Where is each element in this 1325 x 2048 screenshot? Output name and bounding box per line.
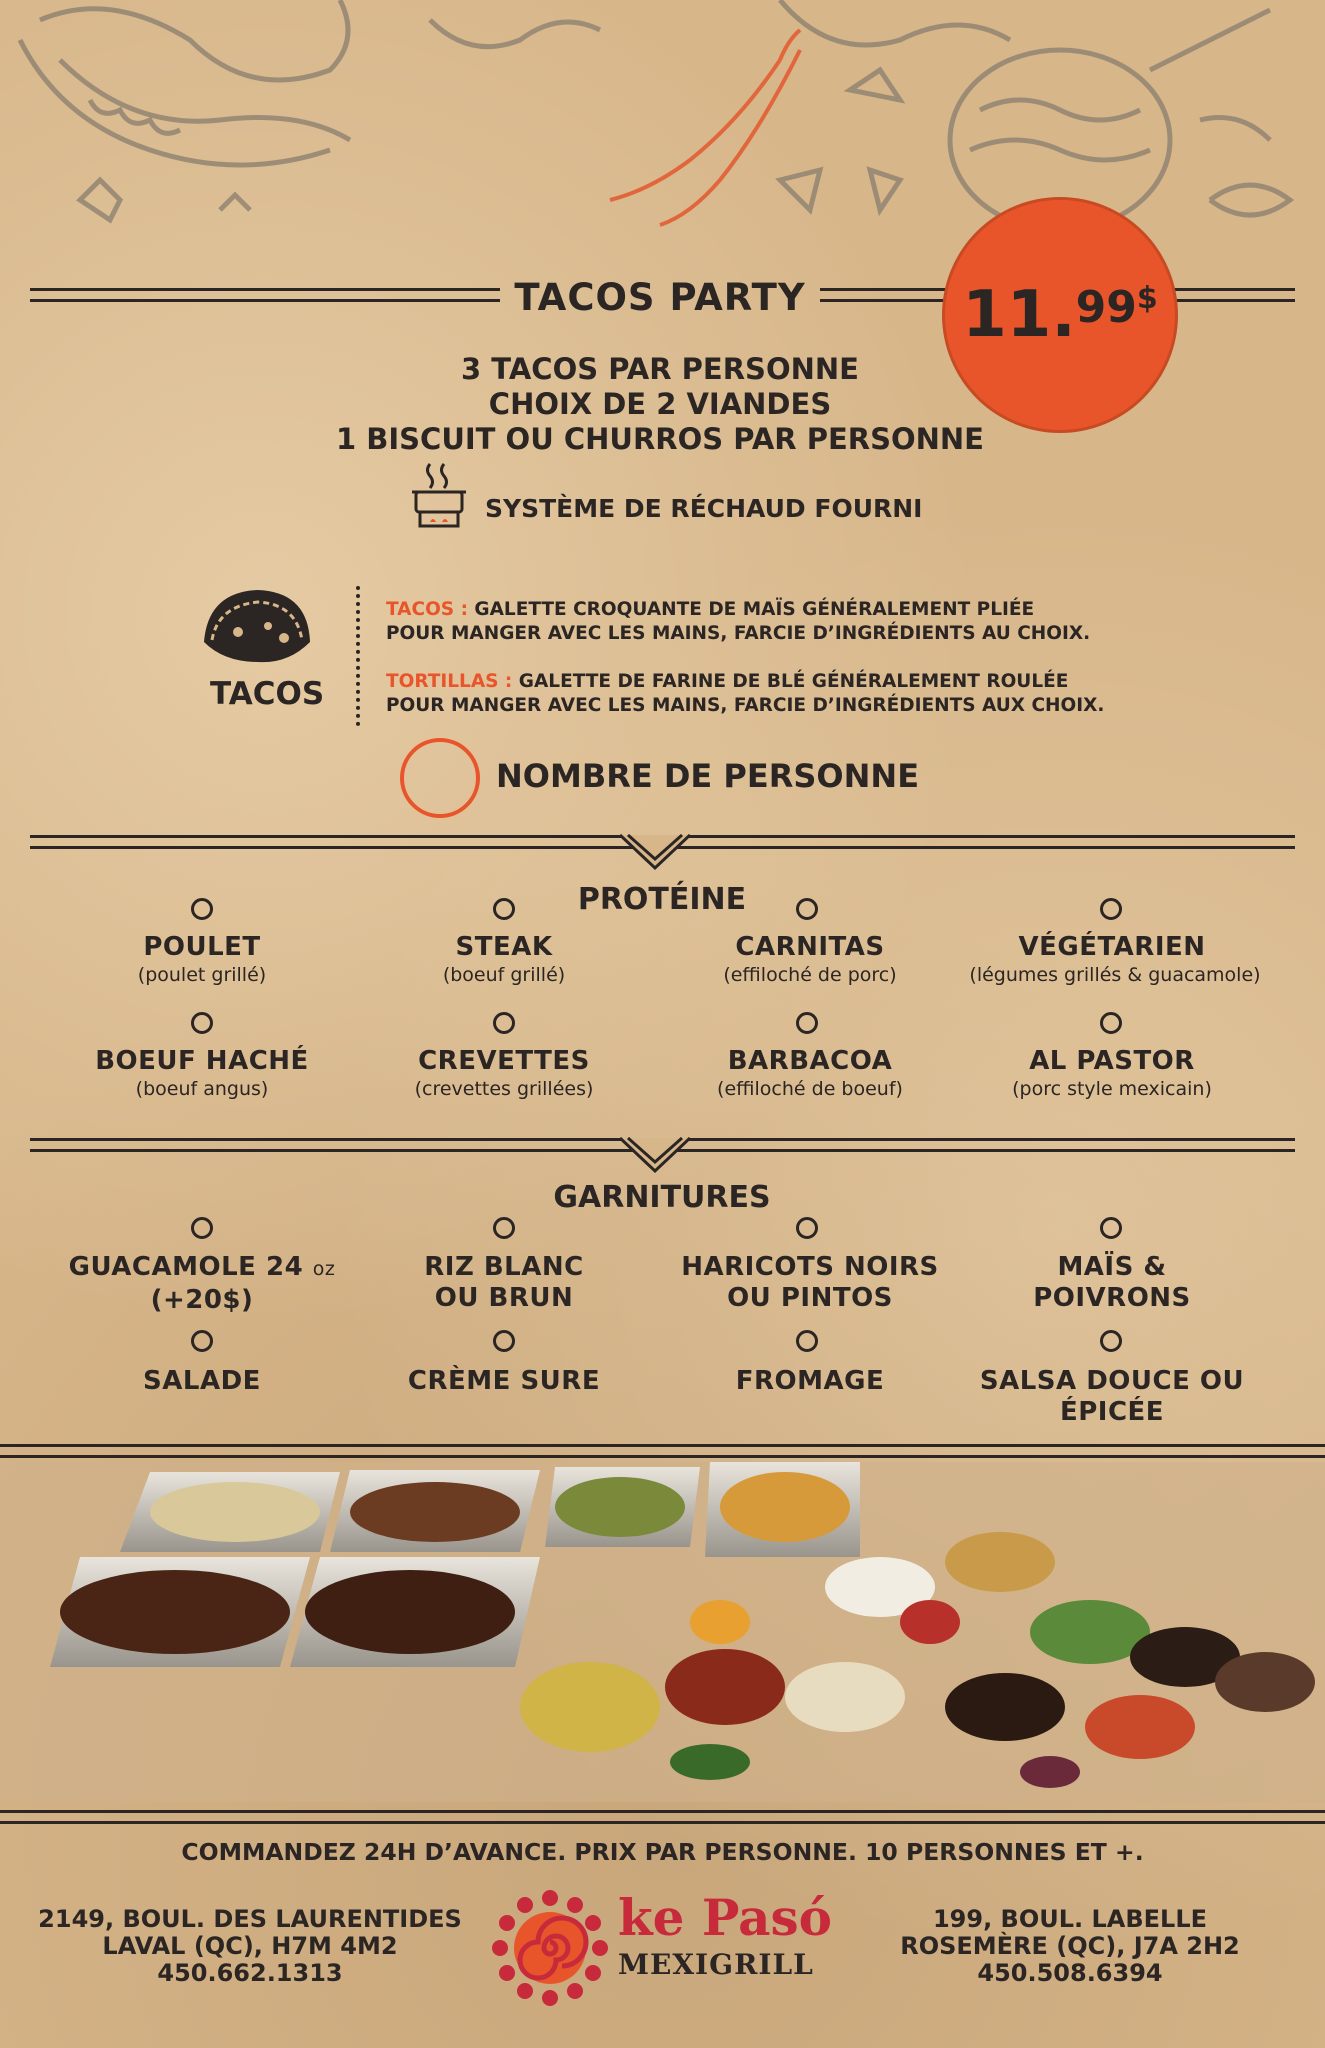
address-laval-street: 2149, BOUL. DES LAURENTIDES	[38, 1905, 462, 1933]
tortillas-def-2: POUR MANGER AVEC LES MAINS, FARCIE D’INGRÉDIENTS AUX CHOIX.	[386, 695, 1105, 716]
tacos-definition	[386, 598, 1090, 646]
protein-poulet-desc: (poulet grillé)	[137, 964, 267, 986]
garniture-guacamole-unit: oz	[312, 1258, 336, 1280]
protein-barbacoa-radio[interactable]	[796, 1012, 818, 1034]
protein-carnitas-name: CARNITAS	[735, 932, 885, 962]
garniture-haricots-name	[660, 1252, 960, 1314]
garniture-guacamole-line2: (+20$)	[150, 1285, 254, 1315]
address-rosemere-phone[interactable]: 450.508.6394	[977, 1959, 1163, 1987]
taco-icon	[198, 582, 318, 668]
garniture-creme-sure-name: CRÈME SURE	[407, 1366, 601, 1396]
price-cents: 99	[1075, 282, 1137, 333]
protein-crevettes-desc: (crevettes grillées)	[414, 1078, 594, 1100]
photo-top-divider	[0, 1444, 1325, 1458]
photo-bottom-divider	[0, 1810, 1325, 1824]
persons-count-field[interactable]	[400, 738, 480, 818]
protein-crevettes-name: CREVETTES	[418, 1046, 590, 1076]
garniture-fromage-name: FROMAGE	[735, 1366, 885, 1396]
garniture-riz-name	[354, 1252, 654, 1314]
tacos-def-2: POUR MANGER AVEC LES MAINS, FARCIE D’INGRÉDIENTS AU CHOIX.	[386, 623, 1091, 644]
protein-title: PROTÉINE	[577, 882, 747, 917]
garniture-mais-line1: MAÏS &	[1057, 1252, 1167, 1282]
garniture-salsa-line1: SALSA DOUCE OU	[979, 1366, 1245, 1396]
garnitures-title: GARNITURES	[553, 1180, 771, 1215]
protein-boeuf-hache-name: BOEUF HACHÉ	[95, 1046, 309, 1076]
protein-poulet-radio[interactable]	[191, 898, 213, 920]
price-currency: $	[1136, 281, 1158, 316]
garniture-salade-radio[interactable]	[191, 1330, 213, 1352]
garniture-riz-line1: RIZ BLANC	[424, 1252, 584, 1282]
tortillas-def-1: GALETTE DE FARINE DE BLÉ GÉNÉRALEMENT ROULÉE	[518, 671, 1069, 692]
tortillas-term: TORTILLAS :	[386, 671, 513, 692]
garniture-guacamole-line1: GUACAMOLE 24	[68, 1252, 313, 1282]
tacos-term: TACOS :	[386, 599, 468, 620]
order-notice: COMMANDEZ 24H D’AVANCE. PRIX PAR PERSONNE. 10 PERSONNES ET +.	[181, 1838, 1144, 1866]
garniture-fromage-radio[interactable]	[796, 1330, 818, 1352]
protein-steak-name: STEAK	[455, 932, 553, 962]
logo-spiral-icon	[490, 1888, 610, 2008]
protein-barbacoa-name: BARBACOA	[727, 1046, 893, 1076]
protein-al-pastor-name: AL PASTOR	[1029, 1046, 1195, 1076]
garniture-salsa-name	[962, 1366, 1262, 1428]
address-rosemere	[855, 1906, 1285, 1987]
brand-subtitle: MEXIGRILL	[618, 1948, 814, 1981]
garniture-riz-line2: OU BRUN	[434, 1283, 574, 1313]
warmer-icon	[408, 460, 470, 530]
title-rule-left	[30, 288, 500, 302]
tacos-def-1: GALETTE CROQUANTE DE MAÏS GÉNÉRALEMENT PLIÉE	[474, 599, 1035, 620]
garniture-haricots-radio[interactable]	[796, 1217, 818, 1239]
protein-boeuf-hache-desc: (boeuf angus)	[135, 1078, 269, 1100]
intro-line-3: 1 BISCUIT OU CHURROS PAR PERSONNE	[336, 422, 984, 456]
protein-boeuf-hache-radio[interactable]	[191, 1012, 213, 1034]
protein-crevettes-radio[interactable]	[493, 1012, 515, 1034]
address-laval-phone[interactable]: 450.662.1313	[157, 1959, 343, 1987]
persons-label: NOMBRE DE PERSONNE	[496, 757, 920, 795]
protein-vegetarien-name: VÉGÉTARIEN	[1018, 932, 1206, 962]
protein-poulet-name: POULET	[143, 932, 261, 962]
protein-carnitas-radio[interactable]	[796, 898, 818, 920]
garniture-creme-sure-radio[interactable]	[493, 1330, 515, 1352]
garniture-riz-radio[interactable]	[493, 1217, 515, 1239]
garniture-haricots-line2: OU PINTOS	[727, 1283, 893, 1313]
tacos-info-divider	[356, 586, 360, 726]
garniture-salsa-radio[interactable]	[1100, 1330, 1122, 1352]
protein-steak-radio[interactable]	[493, 898, 515, 920]
food-buffet-photo	[0, 1462, 1325, 1802]
address-rosemere-city: ROSEMÈRE (QC), J7A 2H2	[900, 1932, 1240, 1960]
garniture-salsa-line2: ÉPICÉE	[1059, 1397, 1165, 1427]
price-main: 11.	[962, 278, 1076, 352]
address-rosemere-street: 199, BOUL. LABELLE	[932, 1905, 1208, 1933]
garniture-mais-radio[interactable]	[1100, 1217, 1122, 1239]
protein-divider-chevron	[620, 832, 690, 874]
tacos-side-label: TACOS	[210, 676, 325, 712]
brand-name: ke Pasó	[618, 1888, 833, 1947]
page-title: TACOS PARTY	[514, 276, 806, 319]
protein-steak-desc: (boeuf grillé)	[442, 964, 566, 986]
address-laval	[20, 1906, 480, 1987]
garniture-haricots-line1: HARICOTS NOIRS	[681, 1252, 939, 1282]
protein-al-pastor-desc: (porc style mexicain)	[1012, 1078, 1212, 1100]
garniture-mais-name	[962, 1252, 1262, 1314]
protein-vegetarien-desc: (légumes grillés & guacamole)	[969, 964, 1261, 986]
intro-line-2: CHOIX DE 2 VIANDES	[488, 387, 832, 421]
garniture-guacamole-name	[42, 1252, 362, 1316]
protein-barbacoa-desc: (effiloché de boeuf)	[717, 1078, 903, 1100]
garnitures-divider-chevron	[620, 1135, 690, 1177]
garniture-mais-line2: POIVRONS	[1033, 1283, 1191, 1313]
warmer-label: SYSTÈME DE RÉCHAUD FOURNI	[485, 494, 923, 523]
address-laval-city: LAVAL (QC), H7M 4M2	[102, 1932, 398, 1960]
tortillas-definition	[386, 670, 1104, 718]
garniture-salade-name: SALADE	[143, 1366, 261, 1396]
intro-line-1: 3 TACOS PAR PERSONNE	[461, 352, 859, 386]
protein-carnitas-desc: (effiloché de porc)	[723, 964, 897, 986]
protein-vegetarien-radio[interactable]	[1100, 898, 1122, 920]
protein-al-pastor-radio[interactable]	[1100, 1012, 1122, 1034]
garniture-guacamole-radio[interactable]	[191, 1217, 213, 1239]
